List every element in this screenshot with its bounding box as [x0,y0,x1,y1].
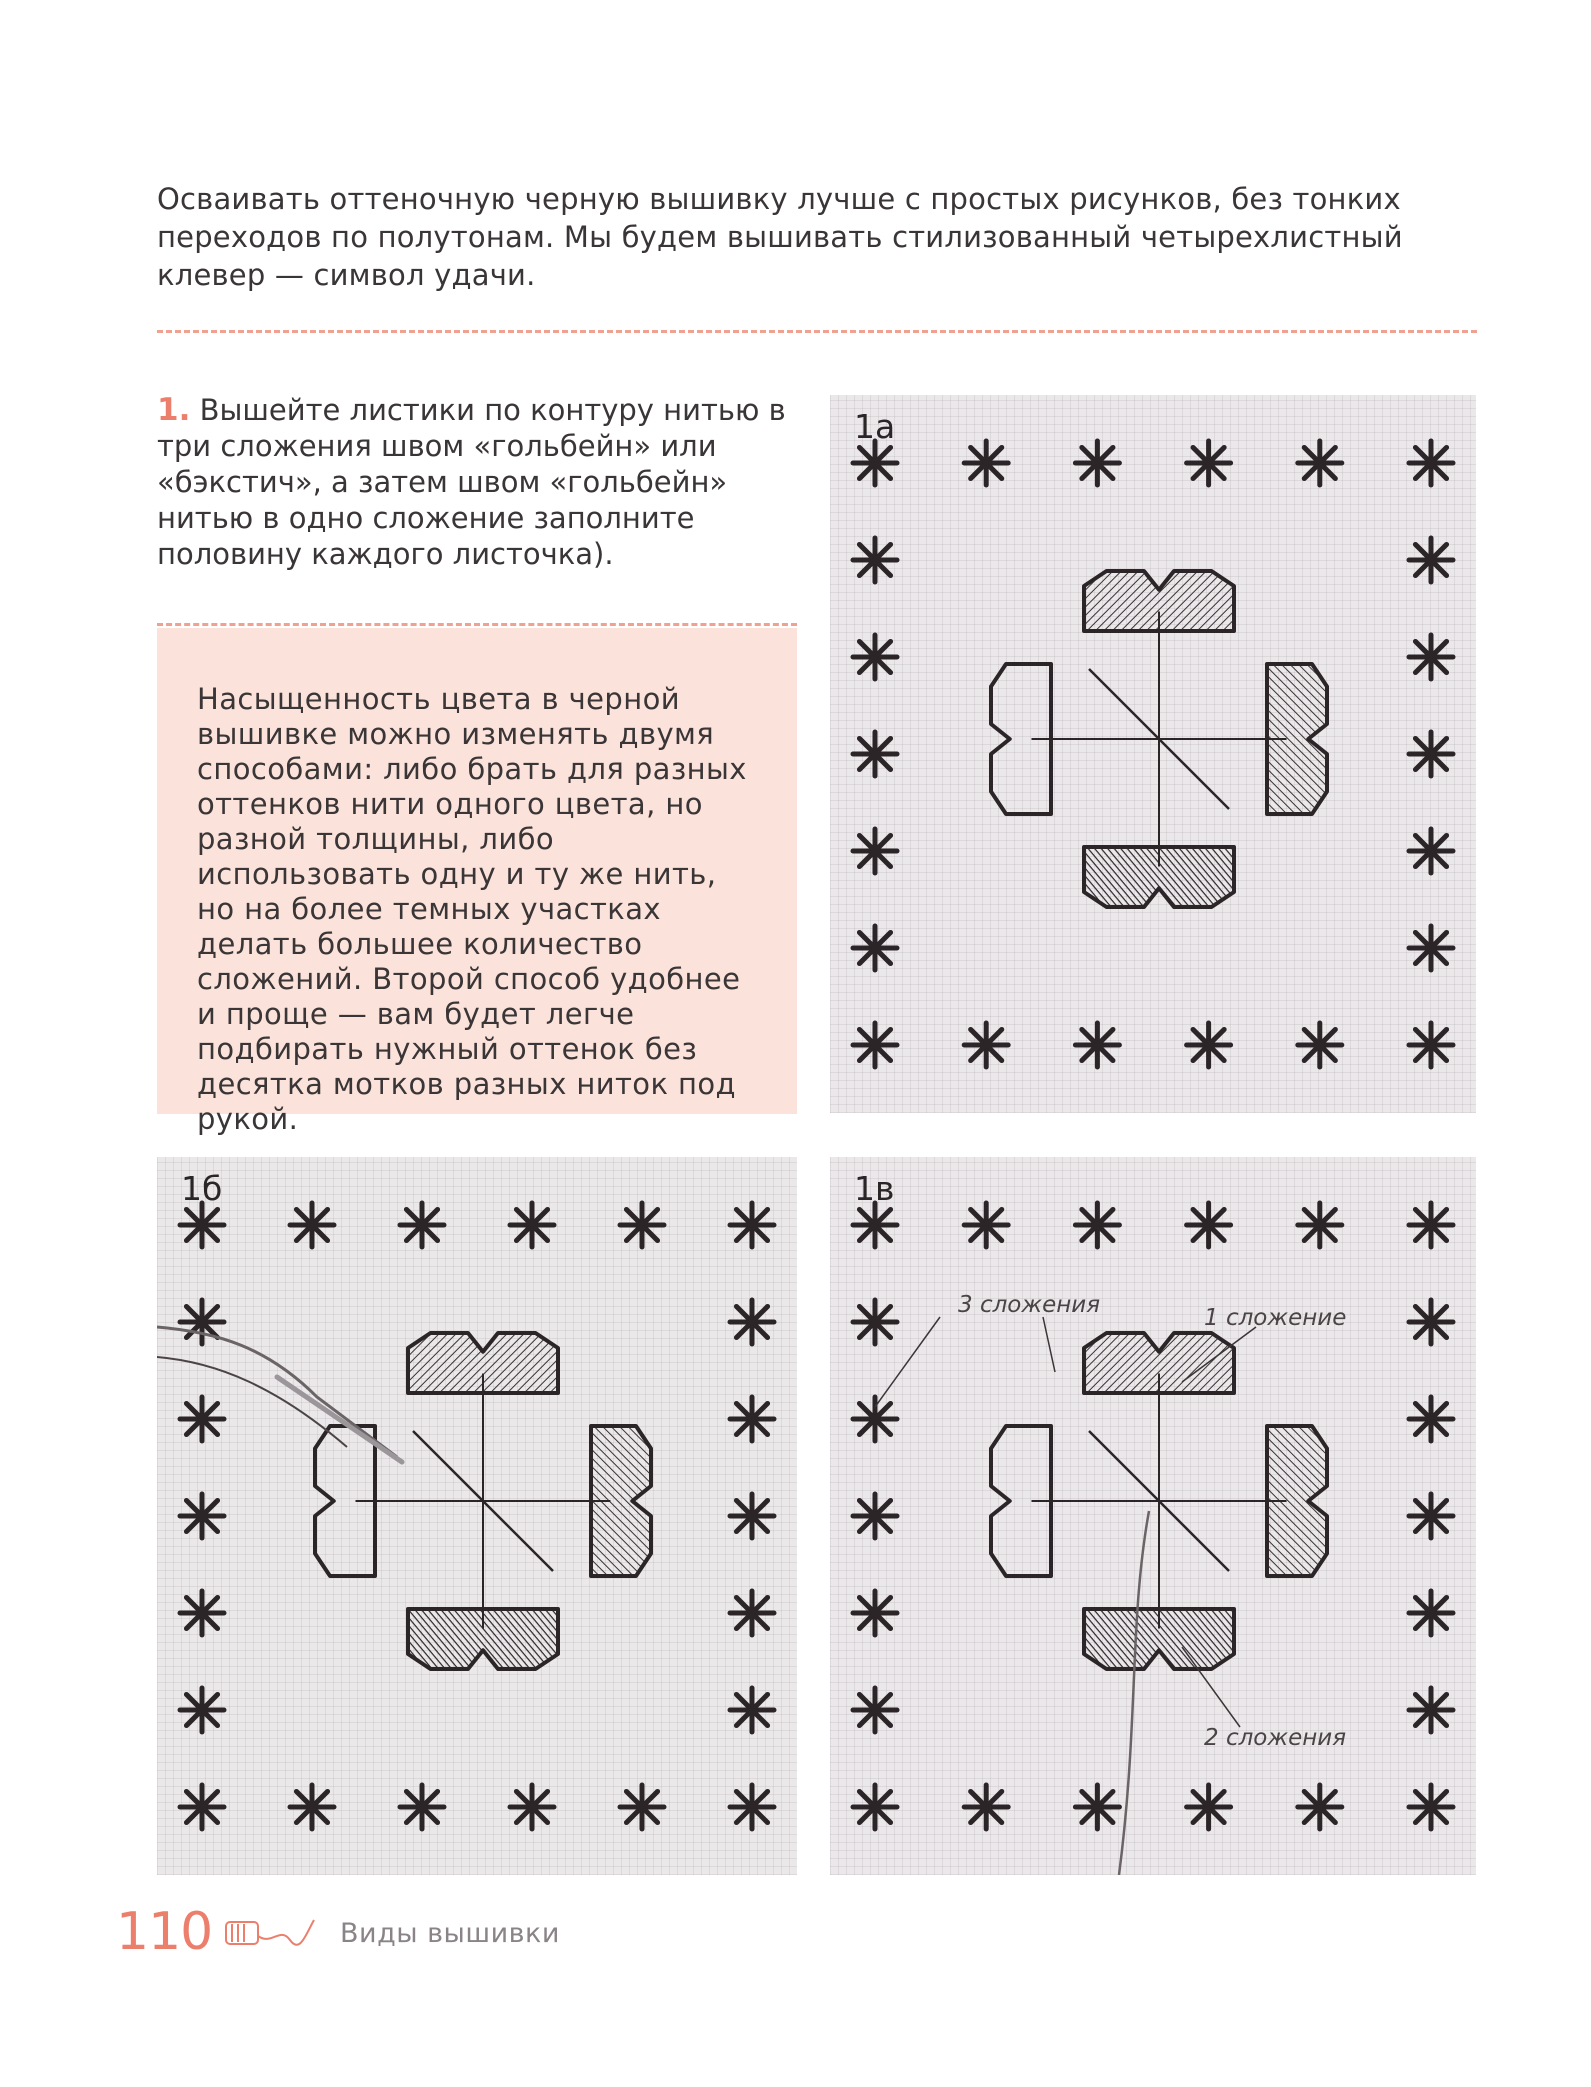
star-stitch [510,1785,554,1829]
section-title: Виды вышивки [340,1918,560,1949]
star-stitch [1298,1023,1342,1067]
star-stitch [1409,732,1453,776]
photo-label: 1а [854,407,896,446]
annotation-2-strands: 2 сложения [1204,1725,1347,1751]
embroidery-photo-1b [157,1157,797,1875]
star-stitch [964,1023,1008,1067]
step-instruction [157,392,797,572]
star-stitch [853,732,897,776]
embroidery-photo-1a [830,395,1476,1113]
star-stitch [1409,635,1453,679]
step-text: Вышейте листики по контуру нитью в три сложения швом «гольбейн» или «бэкстич», а затем швом «гольбейн» нитью в одно сложение заполните половину каждого листочка). [157,393,786,571]
star-stitch [290,1203,334,1247]
star-stitch [1409,829,1453,873]
star-stitch [1075,441,1119,485]
star-stitch [1075,1023,1119,1067]
star-stitch [180,1785,224,1829]
star-stitch [620,1785,664,1829]
star-stitch [853,926,897,970]
page-number: 110 [116,1902,213,1962]
star-stitch [1298,441,1342,485]
needle [157,1327,402,1462]
photo-1a [830,395,1476,1113]
star-stitch [730,1591,774,1635]
star-stitch [1409,1023,1453,1067]
star-stitch [730,1300,774,1344]
star-stitch [730,1203,774,1247]
star-stitch [180,1688,224,1732]
star-stitch [730,1494,774,1538]
clover-motif [315,1333,651,1669]
star-stitch [180,1203,224,1247]
star-stitch [1187,441,1231,485]
clover-leaf [1084,571,1234,739]
clover-leaf [408,1501,558,1669]
star-stitch [853,1023,897,1067]
star-stitch [180,1397,224,1441]
star-stitch [964,441,1008,485]
photo-1v [830,1157,1476,1875]
star-stitch [400,1203,444,1247]
intro-paragraph: Осваивать оттеночную черную вышивку лучше с простых рисунков, без тонких переходов по полутонам. Мы будем вышивать стилизованный четырехлистный клевер — символ удачи. [157,182,1403,292]
star-stitch [620,1203,664,1247]
clover-leaf [991,664,1159,814]
tip-text: Насыщенность цвета в черной вышивке можно изменять двумя способами: либо брать для разных оттенков нити одного цвета, но разной толщины, либо использовать одну и ту же нить, но на более темных участках делать большее количество сложений. Второй способ удобнее и проще — вам будет легче подбирать нужный оттенок без десятка мотков разных ниток под рукой. [197,682,747,1136]
star-stitch [1409,926,1453,970]
star-stitch [730,1785,774,1829]
star-stitch [853,538,897,582]
star-stitch [730,1397,774,1441]
star-stitch [853,441,897,485]
thread-spool-icon [222,1912,322,1956]
star-stitch [180,1494,224,1538]
star-stitch [853,635,897,679]
tip-divider [157,623,797,626]
star-stitch [180,1591,224,1635]
clover-leaf [408,1333,558,1501]
annotation-3-strands: 3 сложения [958,1292,1101,1318]
annotation-leaders [830,1157,1476,1875]
annotation-1-strand: 1 сложение [1204,1305,1347,1331]
clover-motif [991,571,1327,907]
photo-1b [157,1157,797,1875]
star-stitch [290,1785,334,1829]
star-stitch [730,1688,774,1732]
clover-leaf [1084,739,1234,907]
star-stitch [853,829,897,873]
step-number: 1. [157,392,191,428]
star-stitch [400,1785,444,1829]
clover-leaf [1159,664,1327,814]
clover-leaf [483,1426,651,1576]
star-stitch [510,1203,554,1247]
star-stitch [1187,1023,1231,1067]
clover-leaf [315,1426,483,1576]
star-stitch [1409,441,1453,485]
star-stitch [1409,538,1453,582]
tip-box [157,628,797,1136]
photo-label: 1б [181,1169,223,1208]
section-divider [157,330,1477,333]
photo-label: 1в [854,1169,895,1208]
